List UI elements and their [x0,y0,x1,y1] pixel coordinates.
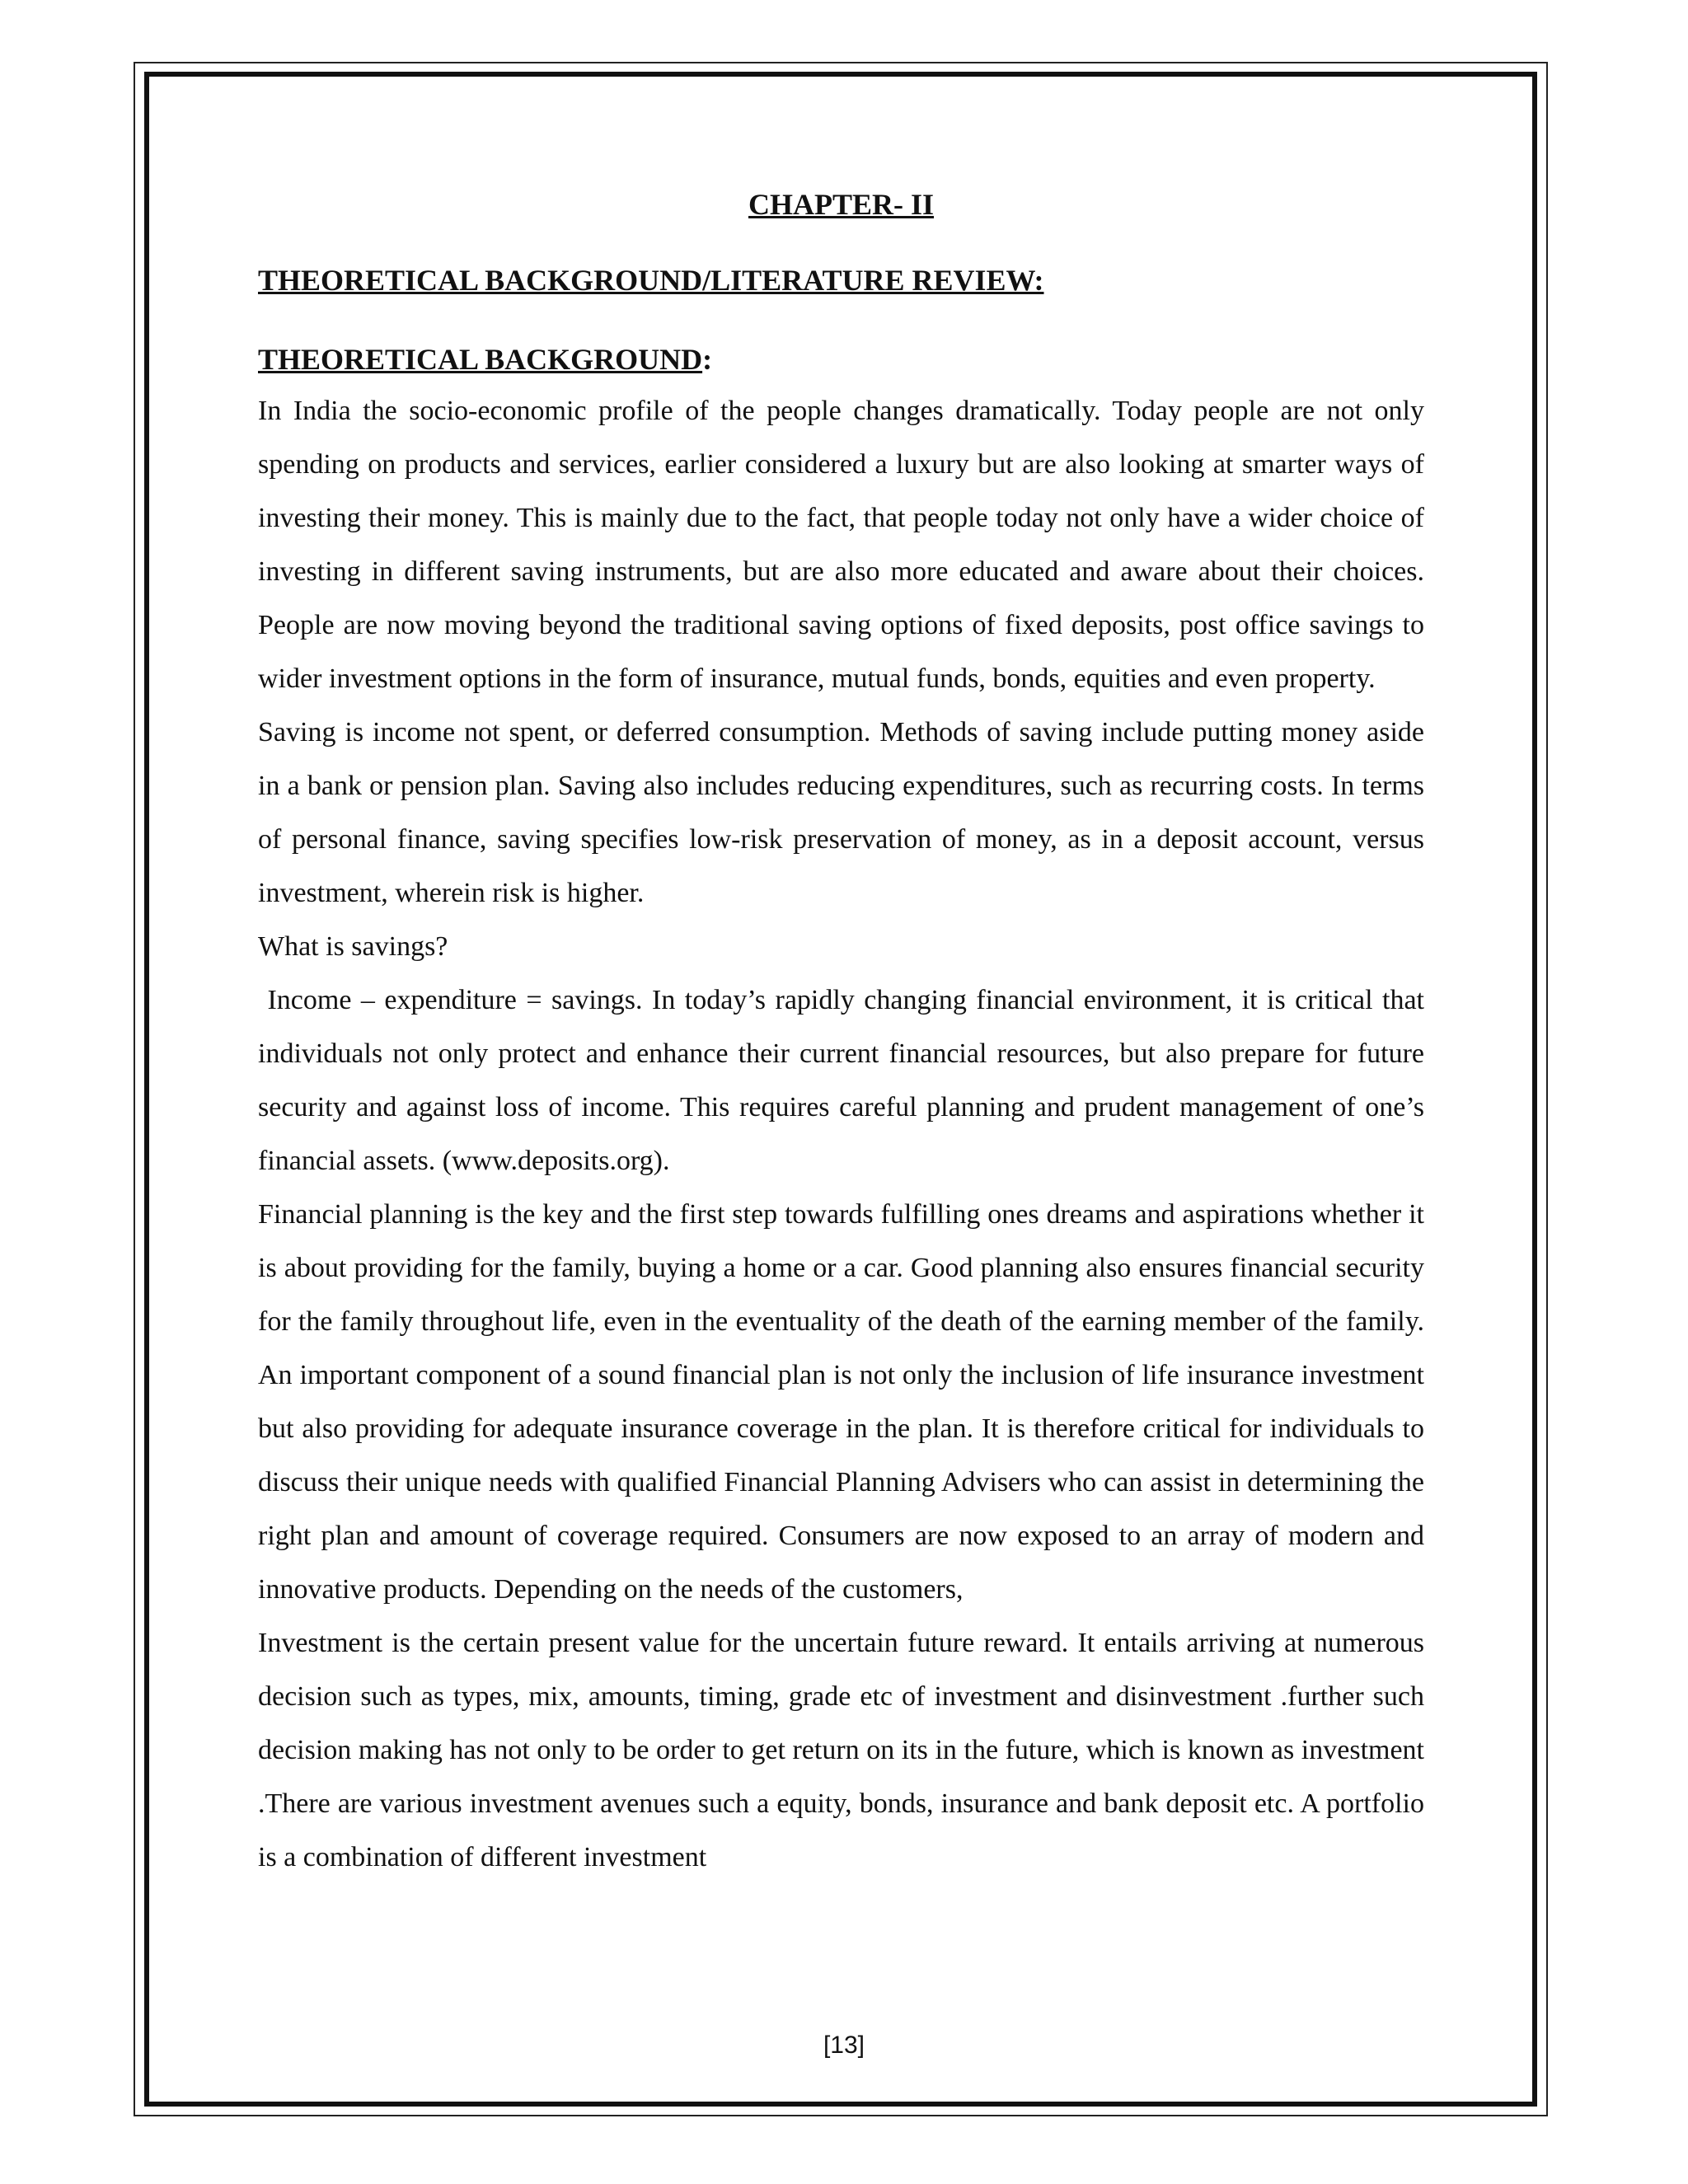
page-number: [13] [823,2032,865,2059]
paragraph-saving-definition: Saving is income not spent, or deferred consumption. Methods of saving include putting money aside in a bank or pension plan. Saving also includes reducing expenditures, such as recurring costs. In terms of personal finance, saving specifies low-risk preservation of money, as in a deposit account, versus investment, wherein risk is higher. [258,717,1424,908]
section-heading-text: THEORETICAL BACKGROUND/LITERATURE REVIEW: [258,264,1044,297]
paragraph-what-is-savings: What is savings? [258,931,448,962]
paragraph-income-expenditure: Income – expenditure = savings. In today’s rapidly changing financial environment, it is critical that individuals not only protect and enhance their current financial resources, but also prepare for future security and against loss of income. This requires careful planning and prudent management of one’s financial assets. (www.deposits.org). [258,985,1432,1176]
page-content [258,180,1432,1884]
subsection-heading-text: THEORETICAL BACKGROUND [258,343,703,376]
paragraph-india-profile: In India the socio-economic profile of the people changes dramatically. Today people are not only spending on products and services, earlier considered a luxury but are also looking at smarter ways of investing their money. This is mainly due to the fact, that people today not only have a wider choice of investing in different saving instruments, but are also more educated and aware about their choices. People are now moving beyond the traditional saving options of fixed deposits, post office savings to wider investment options in the form of insurance, mutual funds, bonds, equities and even property. [258,396,1424,694]
subsection-heading-colon: : [702,343,713,376]
paragraph-investment: Investment is the certain present value for the uncertain future reward. It entails arriving at numerous decision such as types, mix, amounts, timing, grade etc of investment and disinvestment .further such decision making has not only to be order to get return on its in the future, which is known as investment .There are various investment avenues such a equity, bonds, insurance and bank deposit etc. A portfolio is a combination of different investment [258,1628,1424,1872]
chapter-title: CHAPTER- II [748,188,935,221]
paragraph-financial-planning: Financial planning is the key and the first step towards fulfilling ones dreams and aspirations whether it is about providing for the family, buying a home or a car. Good planning also ensures financial security for the family throughout life, even in the eventuality of the death of the earning member of the family. An important component of a sound financial plan is not only the inclusion of life insurance investment but also providing for adequate insurance coverage in the plan. It is therefore critical for individuals to discuss their unique needs with qualified Financial Planning Advisers who can assist in determining the right plan and amount of coverage required. Consumers are now exposed to an array of modern and innovative products. Depending on the needs of the customers, [258,1199,1424,1605]
section-heading [258,255,1424,305]
subsection-heading [258,335,1424,384]
